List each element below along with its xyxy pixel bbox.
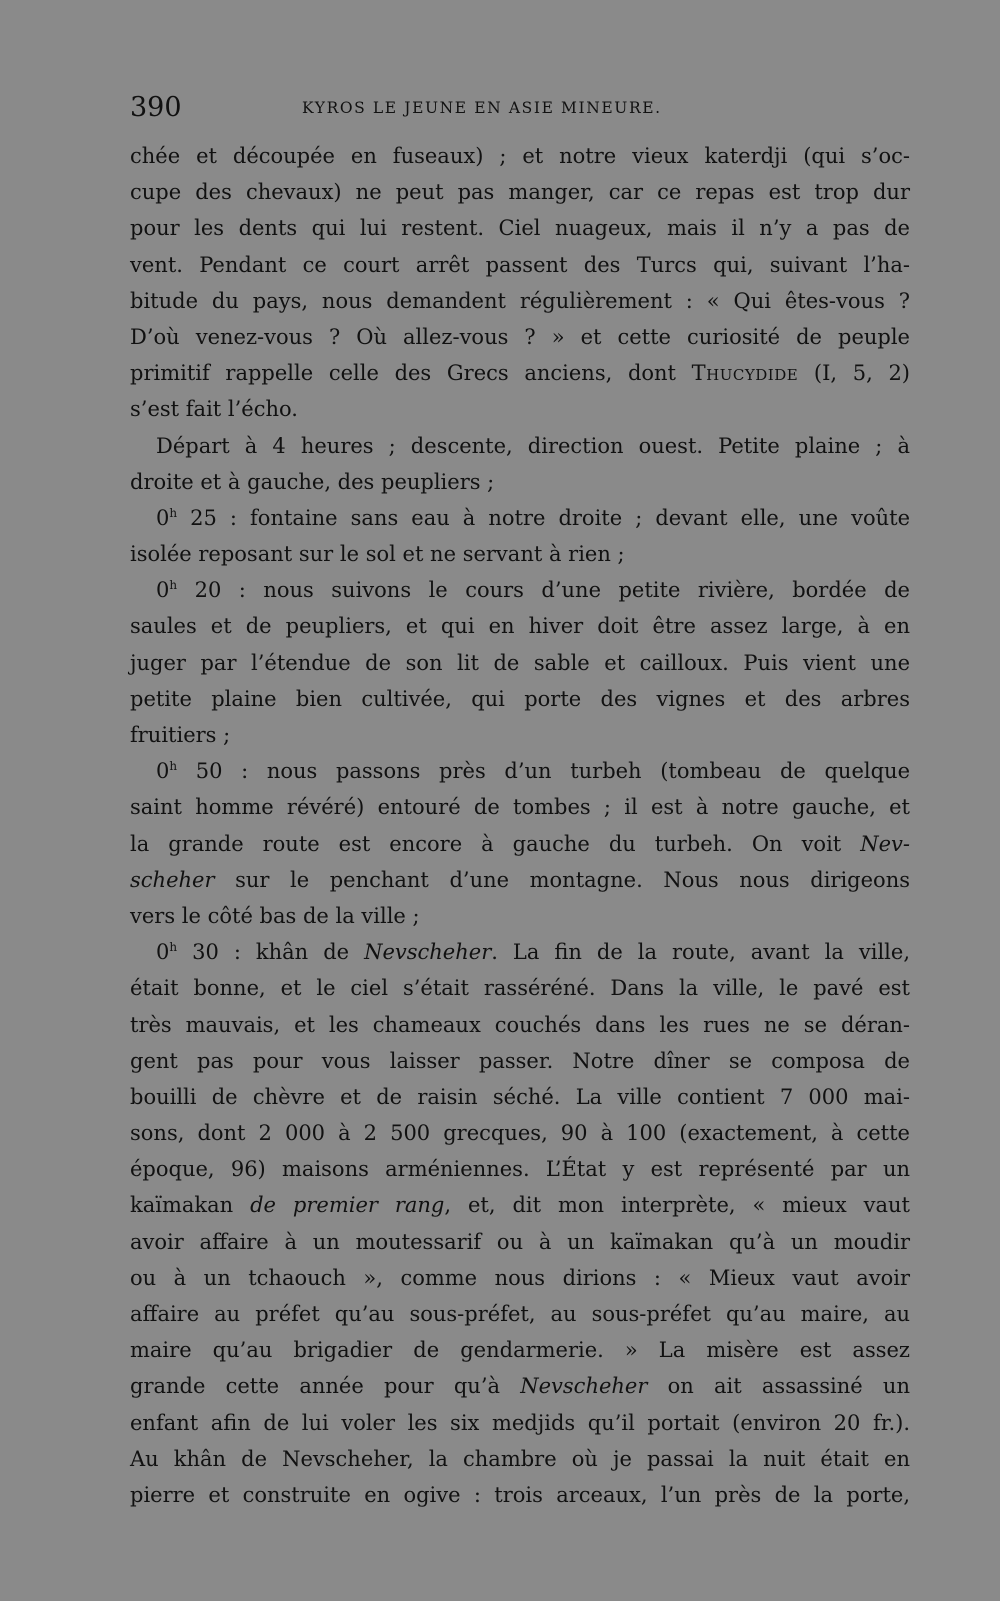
text-line: kaïmakan de premier rang, et, dit mon interprète, « mieux vaut — [130, 1193, 911, 1218]
text-line: avoir affaire à un moutessarif ou à un kaïmakan qu’à un moudir — [130, 1229, 910, 1254]
text-line: époque, 96) maisons arméniennes. L’État y est représenté par un — [130, 1157, 910, 1182]
place-name: Nev- — [860, 831, 910, 856]
text-line: droite et à gauche, des peupliers ; — [130, 469, 495, 494]
text-line: 0$^h$ 50 : nous passons près d’un turbeh (tombeau de quelque — [156, 759, 910, 784]
author-name: Thucydide — [691, 361, 799, 386]
text-line: petite plaine bien cultivée, qui porte des vignes et des arbres — [130, 686, 910, 711]
text-line: Départ à 4 heures ; descente, direction ouest. Petite plaine ; à — [156, 433, 910, 458]
text-line: gent pas pour vous laisser passer. Notre dîner se composa de — [130, 1048, 910, 1073]
text-line: la grande route est encore à gauche du turbeh. On voit Nev- — [130, 831, 910, 856]
page-number: 390 — [130, 92, 182, 123]
text-line: ou à un tchaouch », comme nous dirions : « Mieux vaut avoir — [130, 1265, 910, 1290]
text-line: chée et découpée en fuseaux) ; et notre vieux katerdji (qui s’oc- — [130, 144, 910, 168]
text-line: 0$^h$ 20 : nous suivons le cours d’une petite rivière, bordée de — [156, 578, 910, 603]
text-line: fruitiers ; — [130, 723, 231, 747]
text-line: isolée reposant sur le sol et ne servant à rien ; — [130, 542, 625, 567]
place-name: scheher — [130, 867, 215, 892]
text-line: saint homme révéré) entouré de tombes ; il est à notre gauche, et — [130, 795, 910, 820]
text-line: bouilli de chèvre et de raisin séché. La ville contient 7 000 mai- — [130, 1084, 910, 1109]
text-line: très mauvais, et les chameaux couchés dans les rues ne se déran- — [130, 1012, 910, 1037]
text-line: vers le côté bas de la ville ; — [130, 903, 420, 928]
page-header — [130, 88, 910, 128]
text-line: Au khân de Nevscheher, la chambre où je passai la nuit était en — [130, 1446, 910, 1471]
body-text — [130, 138, 910, 1513]
text-line: scheher sur le penchant d’une montagne. Nous nous dirigeons — [130, 867, 910, 892]
text-line: juger par l’étendue de son lit de sable et cailloux. Puis vient une — [130, 650, 910, 675]
text-line: maire qu’au brigadier de gendarmerie. » La misère est assez — [130, 1338, 910, 1363]
hour-superscript: h — [169, 940, 178, 955]
text-line: affaire au préfet qu’au sous-préfet, au sous-préfet qu’au maire, au — [130, 1302, 910, 1326]
text-line: D’où venez-vous ? Où allez-vous ? » et cette curiosité de peuple — [130, 324, 910, 349]
text-line: était bonne, et le ciel s’était rasséréné. Dans la ville, le pavé est — [130, 976, 910, 1001]
text-line: primitif rappelle celle des Grecs anciens, dont Thucydide (I, 5, 2) — [130, 361, 910, 386]
text-line: sons, dont 2 000 à 2 500 grecques, 90 à 100 (exactement, à cette — [130, 1121, 910, 1146]
place-name: Nevscheher — [520, 1374, 648, 1399]
running-title: KYROS LE JEUNE EN ASIE MINEURE. — [302, 99, 662, 117]
text-line: vent. Pendant ce court arrêt passent des Turcs qui, suivant l’ha- — [130, 252, 910, 277]
text-line: bitude du pays, nous demandent régulièrement : « Qui êtes-vous ? — [130, 288, 910, 313]
text-line: enfant afin de lui voler les six medjids qu’il portait (environ 20 fr.). — [130, 1410, 910, 1435]
text-line: 0$^h$ 25 : fontaine sans eau à notre droite ; devant elle, une voûte — [156, 505, 910, 530]
place-name: Nevscheher — [364, 940, 492, 965]
text-line: pour les dents qui lui restent. Ciel nuageux, mais il n’y a pas de — [130, 216, 910, 241]
text-line: 0$^h$ 30 : khân de Nevscheher. La fin de la route, avant la ville, — [156, 940, 910, 965]
text-line: saules et de peupliers, et qui en hiver doit être assez large, à en — [130, 614, 910, 639]
emphasis: de premier rang — [250, 1193, 445, 1218]
text-line: cupe des chevaux) ne peut pas manger, car ce repas est trop dur — [130, 180, 910, 205]
text-line: grande cette année pour qu’à Nevscheher on ait assassiné un — [130, 1374, 910, 1399]
hour-superscript: h — [169, 759, 178, 774]
hour-superscript: h — [169, 505, 178, 520]
text-line: s’est fait l’écho. — [130, 397, 298, 422]
hour-superscript: h — [169, 578, 178, 593]
text-line: pierre et construite en ogive : trois arceaux, l’un près de la porte, — [130, 1482, 910, 1507]
